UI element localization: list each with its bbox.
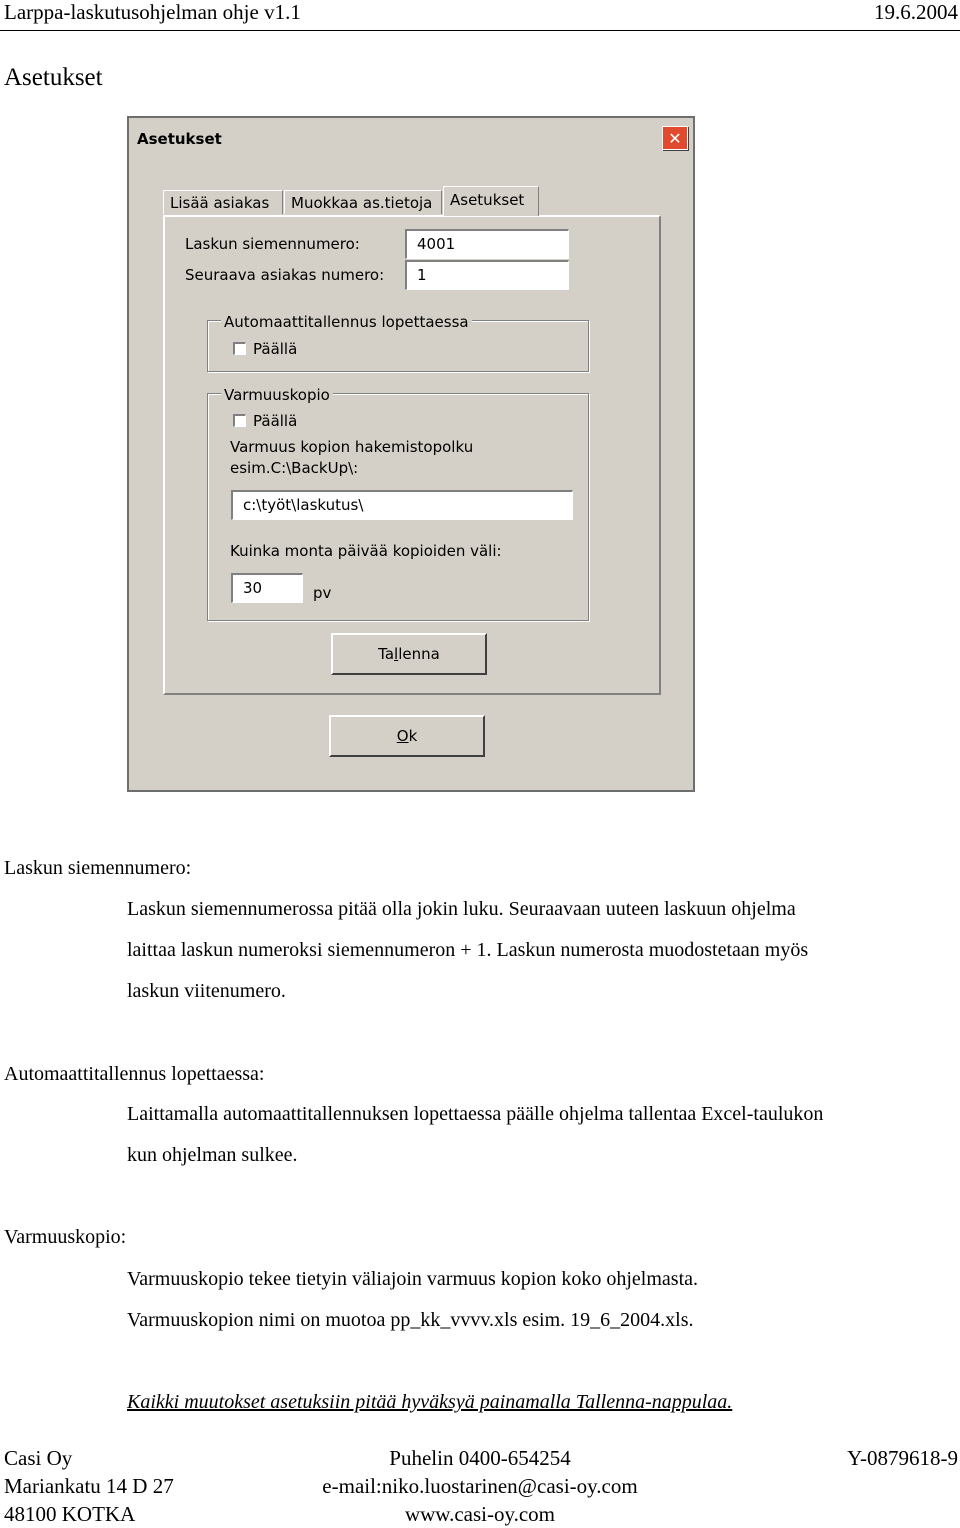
section-seed-text <box>127 889 808 1012</box>
header-rule <box>0 30 960 31</box>
page-title: Asetukset <box>4 64 103 91</box>
ok-button-label-hotkey: O <box>396 727 409 745</box>
footer-contact-block <box>250 1444 710 1528</box>
footer-company: Casi Oy <box>4 1446 73 1470</box>
section-seed-line: laskun viitenumero. <box>127 980 286 1002</box>
footer-business-id: Y-0879618-9 <box>847 1446 958 1470</box>
footer-address: Mariankatu 14 D 27 <box>4 1474 174 1498</box>
document-header-date: 19.6.2004 <box>874 0 958 24</box>
save-button-label-hotkey: l <box>394 645 399 663</box>
autosave-checkbox-label: Päällä <box>253 340 298 358</box>
dialog-title: Asetukset <box>137 130 222 148</box>
section-autosave-label: Automaattitallennus lopettaessa: <box>4 1063 265 1085</box>
footer-company-block <box>4 1444 174 1528</box>
section-seed-label: Laskun siemennumero: <box>4 857 192 879</box>
backup-path-label-2: esim.C:\BackUp\: <box>230 459 359 477</box>
section-backup-label: Varmuuskopio: <box>4 1226 127 1248</box>
settings-dialog <box>127 116 695 792</box>
autosave-checkbox[interactable] <box>233 342 246 355</box>
section-backup-text <box>127 1259 698 1341</box>
section-autosave-line: Laittamalla automaattitallennuksen lopettaessa päälle ohjelma tallentaa Excel-taulukon <box>127 1103 824 1125</box>
backup-path-label-1: Varmuus kopion hakemistopolku <box>230 438 474 456</box>
save-button-label-pre: Ta <box>378 645 395 663</box>
backup-group-legend: Varmuuskopio <box>221 386 333 404</box>
next-customer-label: Seuraava asiakas numero: <box>185 266 385 284</box>
section-autosave-text <box>127 1094 823 1176</box>
ok-button[interactable] <box>329 715 485 757</box>
section-seed-line: Laskun siemennumerossa pitää olla jokin luku. Seuraavaan uuteen laskuun ohjelma <box>127 898 796 920</box>
section-autosave-line: kun ohjelman sulkee. <box>127 1144 298 1166</box>
ok-button-label-post: k <box>408 727 418 745</box>
footer-phone: Puhelin 0400-654254 <box>389 1446 571 1470</box>
tab-edit-customer[interactable]: Muokkaa as.tietoja <box>284 190 442 214</box>
backup-path-input[interactable]: c:\työt\laskutus\ <box>231 490 573 520</box>
document-header-title: Larppa-laskutusohjelman ohje v1.1 <box>4 0 301 24</box>
backup-checkbox[interactable] <box>233 414 246 427</box>
close-icon: ✕ <box>668 129 682 148</box>
save-button[interactable] <box>331 633 487 675</box>
footer-web: www.casi-oy.com <box>404 1502 556 1526</box>
section-seed-line: laittaa laskun numeroksi siemennumeron + 1. Laskun numerosta muodostetaan myös <box>127 939 809 961</box>
seed-number-input[interactable]: 4001 <box>405 229 569 259</box>
save-button-label-post: lenna <box>398 645 440 663</box>
backup-checkbox-label: Päällä <box>253 412 298 430</box>
backup-interval-label: Kuinka monta päivää kopioiden väli: <box>230 542 502 560</box>
section-backup-line: Varmuuskopio tekee tietyin väliajoin varmuus kopion koko ohjelmasta. <box>127 1268 699 1290</box>
close-button[interactable] <box>662 126 688 150</box>
backup-interval-unit: pv <box>313 584 332 602</box>
save-note: Kaikki muutokset asetuksiin pitää hyväksyä painamalla Tallenna-nappulaa. <box>127 1391 733 1413</box>
section-backup-line: Varmuuskopion nimi on muotoa pp_kk_vvvv.xls esim. 19_6_2004.xls. <box>127 1309 694 1331</box>
seed-number-label: Laskun siemennumero: <box>185 235 360 253</box>
backup-interval-input[interactable]: 30 <box>231 573 303 603</box>
tab-settings[interactable]: Asetukset <box>443 186 539 216</box>
footer-email: e-mail:niko.luostarinen@casi-oy.com <box>322 1474 638 1498</box>
footer-city: 48100 KOTKA <box>4 1502 136 1526</box>
tab-add-customer[interactable]: Lisää asiakas <box>163 190 283 214</box>
next-customer-input[interactable]: 1 <box>405 260 569 290</box>
autosave-group-legend: Automaattitallennus lopettaessa <box>221 313 472 331</box>
